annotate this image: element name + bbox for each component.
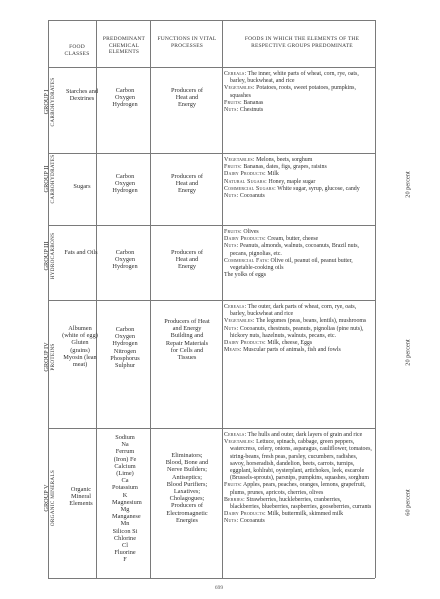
food-category: Cereals: [224,71,247,77]
rule-bottom [48,578,375,579]
food-entry [224,171,372,178]
group-number: GROUP V [43,484,50,512]
food-category: Natural Sugars: [224,178,267,185]
food-category: Nuts: [224,193,239,200]
vital-function: Producers of Heat and Energy [170,173,203,195]
food-category: Vegetables: [224,85,255,92]
food-category: Cereals: [224,432,247,438]
food-category: Fruits: [224,99,242,106]
food-category: Dairy Products: [224,236,266,243]
food-category: Fruits: [224,164,242,171]
food-entry [224,164,372,171]
food-entry [224,85,372,99]
food-category: Dairy Products: [224,511,266,518]
food-entry [224,272,372,279]
food-items: Muscular parts of animals, fish and fowls [241,347,341,354]
food-category: Nuts: [224,518,239,525]
header-elements: PREDOMINANT CHEMICAL ELEMENTS [102,36,146,56]
food-items: Cocoanuts [238,193,265,200]
food-entry [224,518,372,525]
food-entry [224,100,372,107]
chemical-elements: Carbon Oxygen Hydrogen [112,249,138,271]
group-name: CARBOHYDRATES [50,154,56,204]
vital-function: Producers of Heat and Energy [170,87,203,109]
food-class: Fats and Oils [64,249,98,256]
food-items: Milk [265,171,279,178]
food-entry [224,229,372,236]
group-label [43,468,57,528]
food-items: Bananas [241,99,264,106]
food-entry [224,432,372,439]
vital-function: Eliminators; Blood, Bone and Nerve Builders; Antiseptics; Blood Purifiers; Laxatives; Cholagogues; Producers of Electromagnetic Energies [165,452,209,524]
food-category: Nuts: [224,107,239,114]
chemical-elements: Carbon Oxygen Hydrogen [112,87,138,109]
food-entry [224,193,372,200]
food-category: Commercial Sugars: [224,185,276,192]
food-entry [224,497,372,511]
chemical-elements: Carbon Oxygen Hydrogen [112,173,138,195]
food-category: Vegetables: [224,318,255,325]
rule-row1 [48,153,375,154]
food-category: Fruits: [224,229,242,235]
rule-col3 [222,20,223,578]
food-list [224,71,372,114]
header-food-classes: FOOD CLASSES [64,44,90,57]
food-items: The outer, dark parts of wheat, corn, rye, oats, barley, buckwheat and rice [230,304,357,318]
vital-function: Producers of Heat and Energy Building and Repair Materials for Cells and Tissues [164,318,210,362]
food-entry [224,71,372,85]
food-items: Honey, maple sugar [266,178,316,185]
food-items: The hulls and outer, dark layers of grain and rice [246,432,363,438]
percent-label: 20 percent [404,339,412,366]
food-entry [224,179,372,186]
food-category: Commercial Fats: [224,257,270,264]
food-items: Cocoanuts [238,518,265,525]
chemical-elements: Sodium Na Ferrum (Iron) Fe Calcium (Lime) Ca Potassium K Magnesium Mg Manganese Mn Silicon Si Chlorine Cl Fluorine F [112,434,142,564]
group-name: CARBOHYDRATES [50,77,56,127]
food-entry [224,186,372,193]
food-items: Peanuts, almonds, walnuts, cocoanuts, Brazil nuts, pecans, pignolias, etc. [230,243,360,257]
food-entry [224,511,372,518]
group-label [43,327,57,387]
vital-function: Producers of Heat and Energy [170,249,203,271]
food-category: Nuts: [224,325,239,332]
food-category: Dairy Products: [224,171,266,178]
food-items: Milk, cheese, Eggs [265,340,313,347]
food-items: The inner, white parts of wheat, corn, rye, oats, barley, buckwheat, and rice [230,71,359,85]
food-list [224,304,372,354]
food-class: Albumen (white of egg) Gluten (grains) Myosin (lean meat) [62,325,98,369]
group-number: GROUP I [43,89,50,115]
food-class: Sugars [73,183,91,190]
group-number: GROUP IV [43,342,50,372]
food-items: Potatoes, roots, sweet potatoes, pumpkins, squashes [230,85,356,99]
food-entry [224,347,372,354]
group-label [43,226,57,286]
food-entry [224,439,372,482]
group-number: GROUP II [43,165,50,193]
food-category: Vegetables: [224,439,255,446]
group-name: PROTEINS [50,343,56,371]
food-entry [224,318,372,325]
food-list [224,432,372,526]
food-category: Nuts: [224,243,239,250]
group-label [43,72,57,132]
rule-header [48,67,375,68]
food-items: The legumes (peas, beans, lentils), mushrooms [254,318,367,325]
food-category: Berries: [224,496,245,503]
group-number: GROUP III [43,241,50,271]
header-foods: FOODS IN WHICH THE ELEMENTS OF THE RESPECTIVE GROUPS PREDOMINATE [244,36,360,49]
food-list [224,157,372,200]
rule-row2 [48,225,375,226]
food-category: Vegetables: [224,157,255,163]
group-name: ORGANIC MINERALS [50,469,56,527]
food-entry [224,243,372,257]
food-class: Starches and Dextrines [66,88,98,103]
food-category: Meats: [224,347,242,354]
group-name: HYDROCARBONS [50,232,56,280]
food-list [224,229,372,279]
food-entry [224,107,372,114]
page-number: 699 [214,585,224,591]
rule-col2 [150,20,151,578]
percent-label: 60 percent [404,489,412,516]
food-class: Organic Mineral Elements [69,486,93,508]
food-entry [224,326,372,340]
food-category: Fruits: [224,482,242,489]
food-items: Cream, butter, cheese [265,236,319,243]
food-items: Olive oil, peanut oil, peanut butter, vegetable-cooking oils [230,257,353,272]
food-items: Apples, pears, peaches, oranges, lemons, grapefruit, plums, prunes, apricots, cherries, olives [230,482,366,496]
group-label [43,149,57,209]
food-entry [224,236,372,243]
chemical-elements: Carbon Oxygen Hydrogen Nitrogen Phosphorus Sulphur [110,326,140,370]
food-items: Strawberries, huckleberries, cranberries, blackberries, blueberries, raspberries, gooseberries, currants [230,496,372,511]
food-entry [224,482,372,496]
rule-row3 [48,300,375,301]
food-items: Lettuce, spinach, cabbage, green peppers, watercress, celery, onions, asparagus, cauliflower, tomatoes, string-beans, fresh peas, parsley, cucumbers, radishes, savoy, horseradish, dandelion, beets, carrots, turnips, eggplant, kohlrabi, oysterplant, artichokes, leek, escarole (Brussels-sprouts), parsnips, pumpkins, squashes, sorghum [230,439,372,482]
rule-right [375,20,376,578]
food-items: Cocoanuts, chestnuts, peanuts, pignolias (pine nuts), hickory nuts, hazelnuts, walnuts, pecans, etc. [230,325,364,339]
food-items: The yolks of eggs [224,272,267,279]
food-items: Olives [241,229,259,235]
rule-row4 [48,428,375,429]
food-category: Dairy Products: [224,340,266,347]
food-entry [224,258,372,272]
food-category: Cereals: [224,304,247,310]
food-items: Bananas, dates, figs, grapes, raisins [241,164,327,171]
food-items: Chestnuts [238,107,264,114]
food-items: Melons, beets, sorghum [254,157,313,163]
food-items: White sugar, syrup, glucose, candy [275,185,360,192]
food-items: Milk, buttermilk, skimmed milk [265,511,344,518]
header-functions: FUNCTIONS IN VITAL PROCESSES [157,36,217,49]
food-entry [224,304,372,318]
percent-label: 20 percent [404,171,412,198]
rule-top [48,20,375,21]
